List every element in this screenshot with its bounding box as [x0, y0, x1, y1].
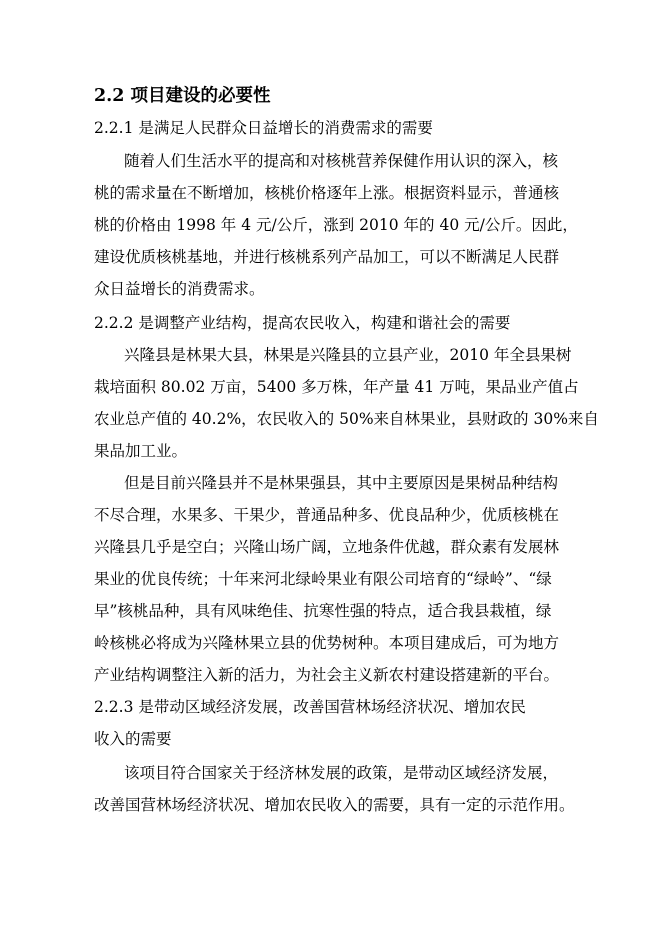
paragraph-line: 该项目符合国家关于经济林发展的政策，是带动区域经济发展，: [124, 764, 559, 782]
paragraph-line: 随着人们生活水平的提高和对核桃营养保健作用认识的深入，核: [124, 152, 559, 170]
paragraph-line: 桃的需求量在不断增加，核桃价格逐年上涨。根据资料显示，普通核: [94, 184, 560, 202]
paragraph-line: 岭核桃必将成为兴隆林果立县的优势树种。本项目建成后，可为地方: [94, 634, 560, 652]
subsection-heading-2: 2.2.2 是调整产业结构，提高农民收入，构建和谐社会的需要: [94, 314, 511, 332]
paragraph-line: 兴隆县是林果大县，林果是兴隆县的立县产业，2010 年全县果树: [124, 346, 572, 364]
paragraph-line: 众日益增长的消费需求。: [94, 280, 265, 298]
subsection-heading-1: 2.2.1 是满足人民群众日益增长的消费需求的需要: [94, 119, 433, 137]
subsection-heading-3: 2.2.3 是带动区域经济发展，改善国营林场经济状况、增加农民: [94, 698, 526, 716]
paragraph-line: 早”核桃品种，具有风味绝佳、抗寒性强的特点，适合我县栽植，绿: [94, 602, 552, 620]
paragraph-line: 建设优质核桃基地，并进行核桃系列产品加工，可以不断满足人民群: [94, 248, 560, 266]
paragraph-line: 农业总产值的 40.2%，农民收入的 50%来自林果业，县财政的 30%来自: [94, 410, 599, 428]
paragraph-line: 兴隆县几乎是空白；兴隆山场广阔，立地条件优越，群众素有发展林: [94, 538, 560, 556]
paragraph-line: 果业的优良传统；十年来河北绿岭果业有限公司培育的“绿岭”、“绿: [94, 570, 552, 588]
subsection-heading-3-cont: 收入的需要: [94, 730, 172, 748]
paragraph-line: 产业结构调整注入新的活力，为社会主义新农村建设搭建新的平台。: [94, 666, 560, 684]
section-heading: 2.2 项目建设的必要性: [94, 86, 271, 106]
paragraph-line: 改善国营林场经济状况、增加农民收入的需要，具有一定的示范作用。: [94, 796, 575, 814]
paragraph-line: 果品加工业。: [94, 442, 188, 460]
paragraph-line: 栽培面积 80.02 万亩，5400 多万株，年产量 41 万吨，果品业产值占: [94, 378, 579, 396]
paragraph-line: 不尽合理，水果多、干果少，普通品种多、优良品种少，优质核桃在: [94, 506, 560, 524]
paragraph-line: 桃的价格由 1998 年 4 元/公斤，涨到 2010 年的 40 元/公斤。因此，: [94, 216, 578, 234]
paragraph-line: 但是目前兴隆县并不是林果强县，其中主要原因是果树品种结构: [124, 474, 559, 492]
